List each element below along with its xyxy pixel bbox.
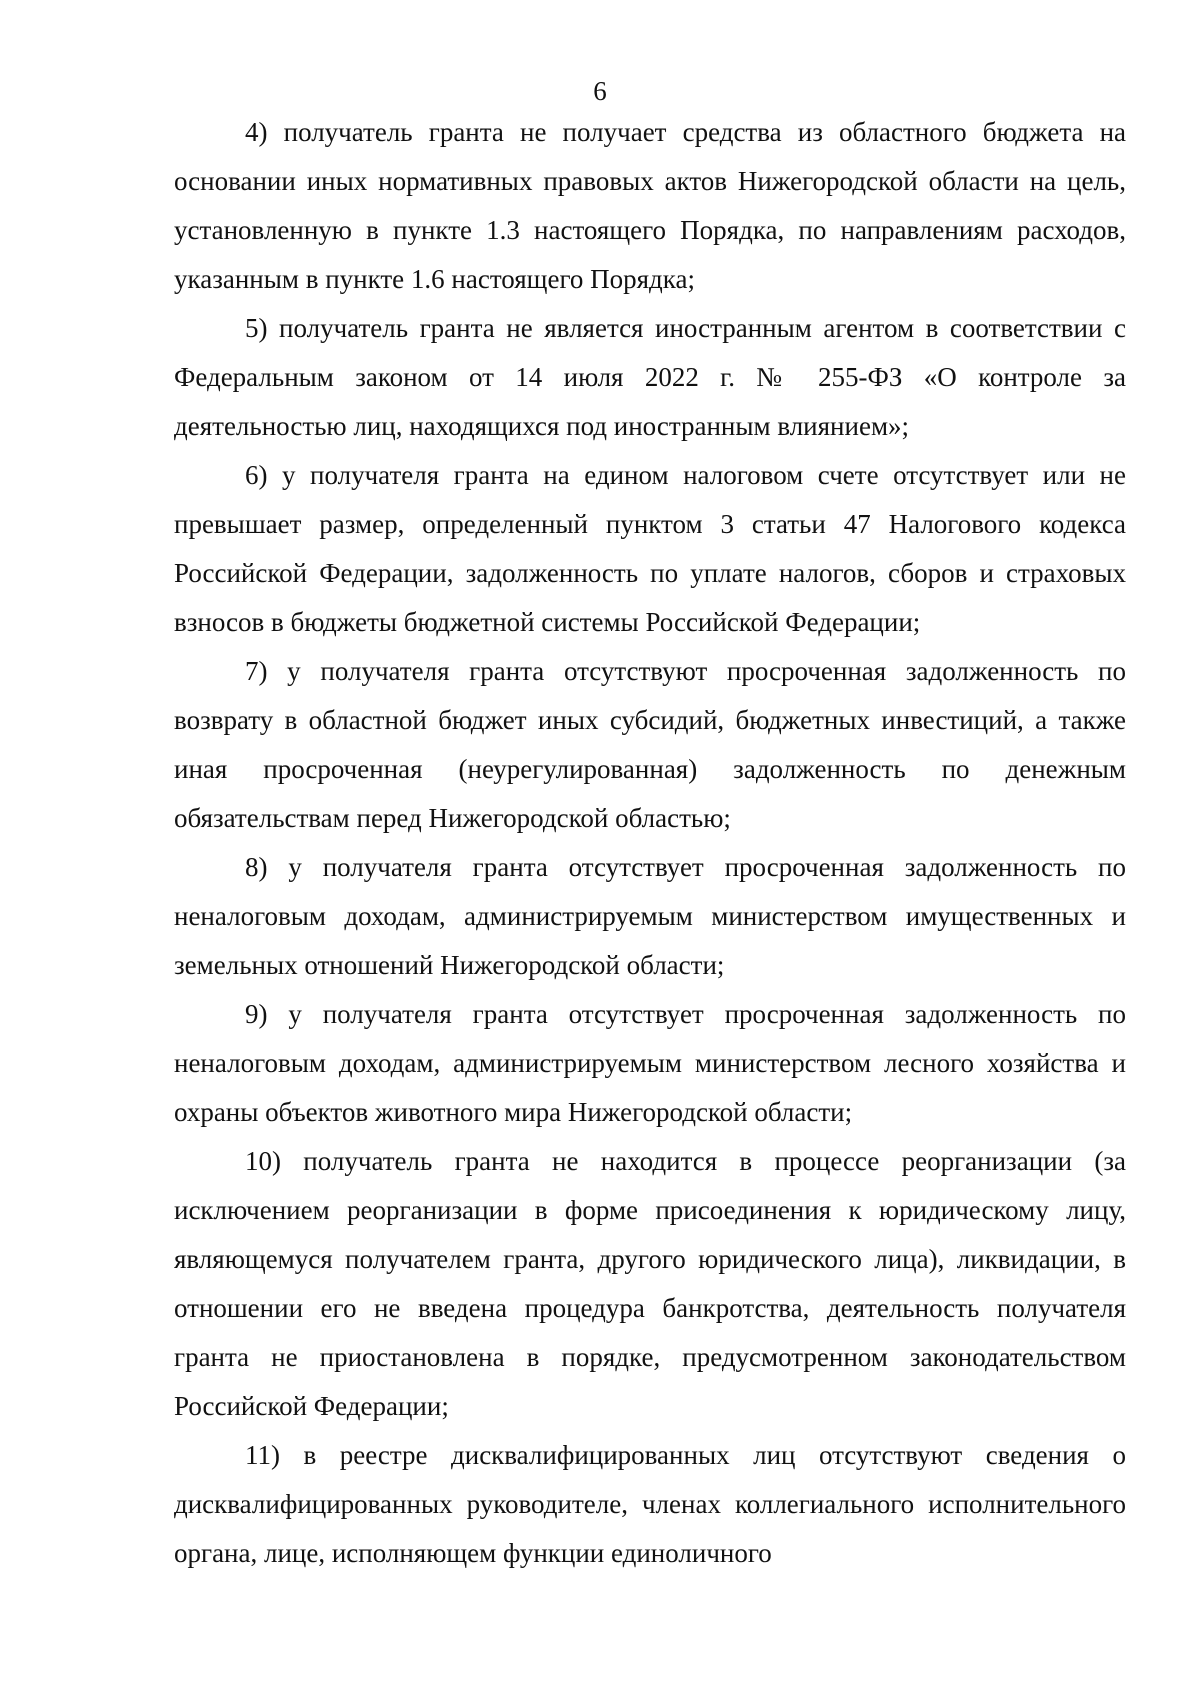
paragraph-item-4: 4) получатель гранта не получает средства из областного бюджета на основании иных нормативных правовых актов Нижегородской области на цель, установленную в пункте 1.3 настоящего Порядка, по направлениям расходов, указанным в пункте 1.6 настоящего Порядка; bbox=[174, 117, 1126, 294]
paragraph-item-7: 7) у получателя гранта отсутствуют просроченная задолженность по возврату в областной бюджет иных субсидий, бюджетных инвестиций, а также иная просроченная (неурегулированная) задолженность по денежным обязательствам перед Нижегородской областью; bbox=[174, 656, 1126, 833]
page-number: 6 bbox=[593, 76, 607, 106]
paragraph-item-11: 11) в реестре дисквалифицированных лиц отсутствуют сведения о дисквалифицированных руководителе, членах коллегиального исполнительного органа, лице, исполняющем функции единоличного bbox=[174, 1440, 1126, 1568]
paragraph-item-9: 9) у получателя гранта отсутствует просроченная задолженность по неналоговым доходам, администрируемым министерством лесного хозяйства и охраны объектов животного мира Нижегородской области; bbox=[174, 999, 1126, 1127]
paragraph-item-10: 10) получатель гранта не находится в процессе реорганизации (за исключением реорганизации в форме присоединения к юридическому лицу, являющемуся получателем гранта, другого юридического лица), ликвидации, в отношении его не введена процедура банкротства, деятельность получателя гранта не приостановлена в порядке, предусмотренном законодательством Российской Федерации; bbox=[174, 1146, 1126, 1421]
paragraph-item-5: 5) получатель гранта не является иностранным агентом в соответствии с Федеральным законом от 14 июля 2022 г. № 255-ФЗ «О контроле за деятельностью лиц, находящихся под иностранным влиянием»; bbox=[174, 313, 1126, 441]
paragraph-item-8: 8) у получателя гранта отсутствует просроченная задолженность по неналоговым доходам, администрируемым министерством имущественных и земельных отношений Нижегородской области; bbox=[174, 852, 1126, 980]
paragraph-item-6: 6) у получателя гранта на едином налоговом счете отсутствует или не превышает размер, определенный пунктом 3 статьи 47 Налогового кодекса Российской Федерации, задолженность по уплате налогов, сборов и страховых взносов в бюджеты бюджетной системы Российской Федерации; bbox=[174, 460, 1126, 637]
document-body bbox=[174, 108, 1126, 1578]
